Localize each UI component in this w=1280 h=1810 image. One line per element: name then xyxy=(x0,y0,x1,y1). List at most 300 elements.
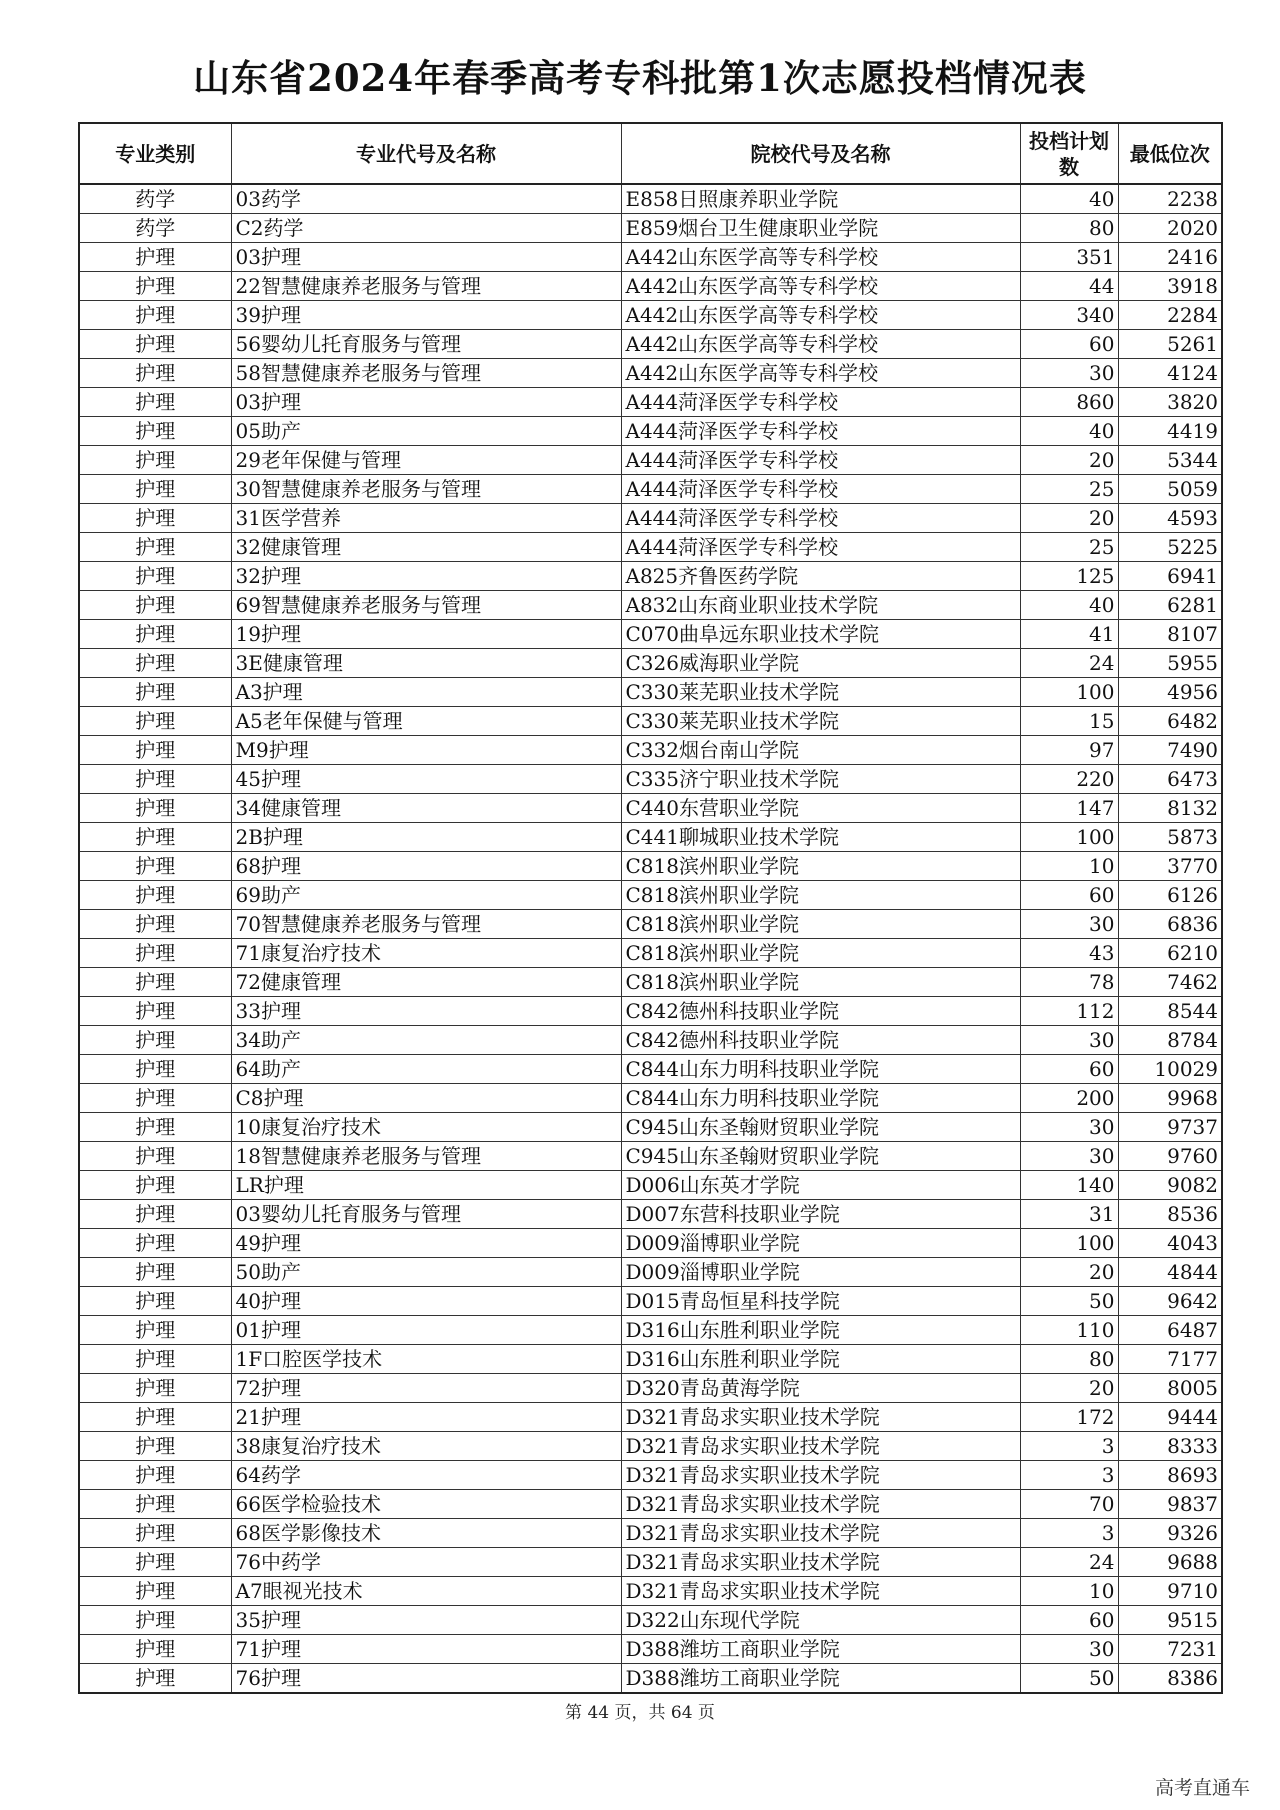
cell-plan: 80 xyxy=(1020,1345,1118,1374)
cell-category: 护理 xyxy=(79,968,231,997)
cell-category: 护理 xyxy=(79,1345,231,1374)
cell-plan: 100 xyxy=(1020,678,1118,707)
cell-school: D321青岛求实职业技术学院 xyxy=(621,1577,1020,1606)
cell-major: 03婴幼儿托育服务与管理 xyxy=(231,1200,621,1229)
cell-rank: 9968 xyxy=(1118,1084,1222,1113)
cell-rank: 9710 xyxy=(1118,1577,1222,1606)
cell-school: C818滨州职业学院 xyxy=(621,939,1020,968)
cell-major: 66医学检验技术 xyxy=(231,1490,621,1519)
table-row xyxy=(79,1345,1222,1374)
cell-major: 03药学 xyxy=(231,184,621,214)
table-row xyxy=(79,707,1222,736)
cell-rank: 8693 xyxy=(1118,1461,1222,1490)
cell-plan: 20 xyxy=(1020,504,1118,533)
table-row xyxy=(79,330,1222,359)
cell-major: 72健康管理 xyxy=(231,968,621,997)
table-row xyxy=(79,852,1222,881)
cell-rank: 5261 xyxy=(1118,330,1222,359)
table-row xyxy=(79,794,1222,823)
cell-school: D388潍坊工商职业学院 xyxy=(621,1635,1020,1664)
cell-major: 69智慧健康养老服务与管理 xyxy=(231,591,621,620)
cell-rank: 5955 xyxy=(1118,649,1222,678)
table-row xyxy=(79,1664,1222,1694)
table-row xyxy=(79,649,1222,678)
cell-major: 31医学营养 xyxy=(231,504,621,533)
cell-plan: 110 xyxy=(1020,1316,1118,1345)
cell-plan: 25 xyxy=(1020,533,1118,562)
cell-major: 10康复治疗技术 xyxy=(231,1113,621,1142)
cell-rank: 5344 xyxy=(1118,446,1222,475)
cell-plan: 30 xyxy=(1020,1142,1118,1171)
cell-rank: 2284 xyxy=(1118,301,1222,330)
cell-school: A442山东医学高等专科学校 xyxy=(621,359,1020,388)
cell-rank: 6487 xyxy=(1118,1316,1222,1345)
cell-major: 50助产 xyxy=(231,1258,621,1287)
cell-major: 71康复治疗技术 xyxy=(231,939,621,968)
cell-major: 03护理 xyxy=(231,388,621,417)
cell-school: E859烟台卫生健康职业学院 xyxy=(621,214,1020,243)
cell-major: 68医学影像技术 xyxy=(231,1519,621,1548)
table-row xyxy=(79,1461,1222,1490)
cell-category: 护理 xyxy=(79,1403,231,1432)
cell-category: 护理 xyxy=(79,678,231,707)
cell-category: 护理 xyxy=(79,794,231,823)
table-row xyxy=(79,1055,1222,1084)
cell-category: 护理 xyxy=(79,272,231,301)
cell-school: D321青岛求实职业技术学院 xyxy=(621,1461,1020,1490)
cell-school: C332烟台南山学院 xyxy=(621,736,1020,765)
cell-plan: 172 xyxy=(1020,1403,1118,1432)
cell-rank: 8107 xyxy=(1118,620,1222,649)
cell-plan: 112 xyxy=(1020,997,1118,1026)
cell-rank: 8005 xyxy=(1118,1374,1222,1403)
table-row xyxy=(79,1171,1222,1200)
cell-rank: 9082 xyxy=(1118,1171,1222,1200)
cell-school: A442山东医学高等专科学校 xyxy=(621,301,1020,330)
cell-major: 69助产 xyxy=(231,881,621,910)
cell-category: 护理 xyxy=(79,504,231,533)
cell-school: A444菏泽医学专科学校 xyxy=(621,417,1020,446)
cell-school: A444菏泽医学专科学校 xyxy=(621,388,1020,417)
cell-school: D009淄博职业学院 xyxy=(621,1258,1020,1287)
table-row xyxy=(79,504,1222,533)
cell-category: 护理 xyxy=(79,1142,231,1171)
cell-rank: 4844 xyxy=(1118,1258,1222,1287)
cell-major: 29老年保健与管理 xyxy=(231,446,621,475)
cell-plan: 30 xyxy=(1020,1026,1118,1055)
cell-school: D009淄博职业学院 xyxy=(621,1229,1020,1258)
cell-major: 71护理 xyxy=(231,1635,621,1664)
cell-major: 22智慧健康养老服务与管理 xyxy=(231,272,621,301)
table-row xyxy=(79,736,1222,765)
cell-major: 2B护理 xyxy=(231,823,621,852)
cell-major: 03护理 xyxy=(231,243,621,272)
cell-school: C070曲阜远东职业技术学院 xyxy=(621,620,1020,649)
cell-category: 护理 xyxy=(79,1606,231,1635)
cell-category: 护理 xyxy=(79,301,231,330)
table-row xyxy=(79,1229,1222,1258)
cell-category: 护理 xyxy=(79,417,231,446)
cell-school: D320青岛黄海学院 xyxy=(621,1374,1020,1403)
table-row xyxy=(79,823,1222,852)
table-row xyxy=(79,475,1222,504)
cell-school: D388潍坊工商职业学院 xyxy=(621,1664,1020,1694)
cell-school: E858日照康养职业学院 xyxy=(621,184,1020,214)
cell-school: C844山东力明科技职业学院 xyxy=(621,1084,1020,1113)
table-row xyxy=(79,1113,1222,1142)
table-row xyxy=(79,243,1222,272)
cell-category: 护理 xyxy=(79,475,231,504)
cell-plan: 50 xyxy=(1020,1664,1118,1694)
table-row xyxy=(79,214,1222,243)
table-row xyxy=(79,533,1222,562)
cell-major: 34助产 xyxy=(231,1026,621,1055)
cell-school: D322山东现代学院 xyxy=(621,1606,1020,1635)
cell-plan: 30 xyxy=(1020,1635,1118,1664)
cell-plan: 80 xyxy=(1020,214,1118,243)
cell-plan: 40 xyxy=(1020,591,1118,620)
cell-major: 64药学 xyxy=(231,1461,621,1490)
cell-school: C330莱芜职业技术学院 xyxy=(621,707,1020,736)
table-header-row xyxy=(79,123,1222,184)
cell-rank: 4419 xyxy=(1118,417,1222,446)
cell-school: C818滨州职业学院 xyxy=(621,968,1020,997)
cell-rank: 5873 xyxy=(1118,823,1222,852)
cell-plan: 30 xyxy=(1020,910,1118,939)
table-row xyxy=(79,417,1222,446)
table-row xyxy=(79,1026,1222,1055)
cell-rank: 8132 xyxy=(1118,794,1222,823)
table-row xyxy=(79,1432,1222,1461)
cell-plan: 20 xyxy=(1020,1258,1118,1287)
table-row xyxy=(79,184,1222,214)
cell-school: C818滨州职业学院 xyxy=(621,910,1020,939)
cell-rank: 7231 xyxy=(1118,1635,1222,1664)
cell-major: 70智慧健康养老服务与管理 xyxy=(231,910,621,939)
cell-plan: 100 xyxy=(1020,1229,1118,1258)
cell-category: 护理 xyxy=(79,330,231,359)
cell-school: C945山东圣翰财贸职业学院 xyxy=(621,1113,1020,1142)
cell-rank: 7177 xyxy=(1118,1345,1222,1374)
cell-plan: 30 xyxy=(1020,1113,1118,1142)
cell-category: 药学 xyxy=(79,184,231,214)
cell-major: 01护理 xyxy=(231,1316,621,1345)
table-row xyxy=(79,1490,1222,1519)
cell-major: 38康复治疗技术 xyxy=(231,1432,621,1461)
header-school: 院校代号及名称 xyxy=(621,123,1020,184)
cell-major: 76中药学 xyxy=(231,1548,621,1577)
cell-school: A444菏泽医学专科学校 xyxy=(621,533,1020,562)
table-row xyxy=(79,1287,1222,1316)
cell-major: 19护理 xyxy=(231,620,621,649)
cell-school: A444菏泽医学专科学校 xyxy=(621,504,1020,533)
table-row xyxy=(79,881,1222,910)
cell-major: C8护理 xyxy=(231,1084,621,1113)
cell-rank: 8544 xyxy=(1118,997,1222,1026)
cell-school: C842德州科技职业学院 xyxy=(621,1026,1020,1055)
cell-rank: 6836 xyxy=(1118,910,1222,939)
cell-category: 护理 xyxy=(79,1461,231,1490)
cell-plan: 140 xyxy=(1020,1171,1118,1200)
table-row xyxy=(79,765,1222,794)
cell-plan: 50 xyxy=(1020,1287,1118,1316)
cell-plan: 60 xyxy=(1020,1055,1118,1084)
cell-rank: 2238 xyxy=(1118,184,1222,214)
cell-major: 34健康管理 xyxy=(231,794,621,823)
cell-school: C945山东圣翰财贸职业学院 xyxy=(621,1142,1020,1171)
cell-rank: 8536 xyxy=(1118,1200,1222,1229)
cell-rank: 5225 xyxy=(1118,533,1222,562)
cell-category: 护理 xyxy=(79,997,231,1026)
cell-school: D321青岛求实职业技术学院 xyxy=(621,1432,1020,1461)
cell-category: 护理 xyxy=(79,1084,231,1113)
cell-plan: 3 xyxy=(1020,1432,1118,1461)
cell-major: 32健康管理 xyxy=(231,533,621,562)
cell-rank: 8333 xyxy=(1118,1432,1222,1461)
table-row xyxy=(79,1084,1222,1113)
cell-plan: 10 xyxy=(1020,1577,1118,1606)
cell-major: 30智慧健康养老服务与管理 xyxy=(231,475,621,504)
cell-rank: 6941 xyxy=(1118,562,1222,591)
cell-plan: 351 xyxy=(1020,243,1118,272)
cell-plan: 70 xyxy=(1020,1490,1118,1519)
cell-category: 护理 xyxy=(79,852,231,881)
table-row xyxy=(79,388,1222,417)
cell-school: A444菏泽医学专科学校 xyxy=(621,475,1020,504)
cell-rank: 8784 xyxy=(1118,1026,1222,1055)
table-row xyxy=(79,446,1222,475)
cell-plan: 24 xyxy=(1020,649,1118,678)
table-row xyxy=(79,968,1222,997)
table-row xyxy=(79,301,1222,330)
cell-major: 68护理 xyxy=(231,852,621,881)
cell-category: 护理 xyxy=(79,1113,231,1142)
cell-major: 39护理 xyxy=(231,301,621,330)
cell-major: 18智慧健康养老服务与管理 xyxy=(231,1142,621,1171)
table-row xyxy=(79,1258,1222,1287)
cell-category: 护理 xyxy=(79,881,231,910)
header-plan: 投档计划数 xyxy=(1020,123,1118,184)
table-row xyxy=(79,1577,1222,1606)
cell-category: 护理 xyxy=(79,649,231,678)
cell-category: 护理 xyxy=(79,1316,231,1345)
cell-rank: 7462 xyxy=(1118,968,1222,997)
cell-major: 72护理 xyxy=(231,1374,621,1403)
cell-plan: 10 xyxy=(1020,852,1118,881)
cell-school: D321青岛求实职业技术学院 xyxy=(621,1490,1020,1519)
cell-major: 33护理 xyxy=(231,997,621,1026)
cell-school: C842德州科技职业学院 xyxy=(621,997,1020,1026)
cell-school: A832山东商业职业技术学院 xyxy=(621,591,1020,620)
cell-school: C440东营职业学院 xyxy=(621,794,1020,823)
cell-category: 护理 xyxy=(79,1200,231,1229)
cell-plan: 220 xyxy=(1020,765,1118,794)
cell-plan: 41 xyxy=(1020,620,1118,649)
cell-school: D007东营科技职业学院 xyxy=(621,1200,1020,1229)
watermark: 高考直通车 xyxy=(1154,1777,1250,1799)
cell-category: 护理 xyxy=(79,939,231,968)
page-title: 山东省2024年春季高考专科批第1次志愿投档情况表 xyxy=(193,56,1087,100)
cell-plan: 25 xyxy=(1020,475,1118,504)
cell-category: 护理 xyxy=(79,765,231,794)
cell-major: 3E健康管理 xyxy=(231,649,621,678)
cell-school: C326威海职业学院 xyxy=(621,649,1020,678)
cell-rank: 3820 xyxy=(1118,388,1222,417)
cell-school: C330莱芜职业技术学院 xyxy=(621,678,1020,707)
cell-school: A825齐鲁医药学院 xyxy=(621,562,1020,591)
cell-category: 护理 xyxy=(79,1171,231,1200)
cell-category: 护理 xyxy=(79,1258,231,1287)
cell-plan: 60 xyxy=(1020,1606,1118,1635)
cell-rank: 9642 xyxy=(1118,1287,1222,1316)
cell-plan: 40 xyxy=(1020,184,1118,214)
cell-category: 护理 xyxy=(79,1548,231,1577)
cell-plan: 60 xyxy=(1020,330,1118,359)
cell-rank: 9837 xyxy=(1118,1490,1222,1519)
cell-plan: 78 xyxy=(1020,968,1118,997)
cell-school: D321青岛求实职业技术学院 xyxy=(621,1548,1020,1577)
cell-rank: 4043 xyxy=(1118,1229,1222,1258)
cell-plan: 43 xyxy=(1020,939,1118,968)
table-row xyxy=(79,591,1222,620)
header-category: 专业类别 xyxy=(79,123,231,184)
cell-school: C441聊城职业技术学院 xyxy=(621,823,1020,852)
cell-plan: 200 xyxy=(1020,1084,1118,1113)
cell-plan: 60 xyxy=(1020,881,1118,910)
cell-category: 护理 xyxy=(79,1374,231,1403)
cell-plan: 31 xyxy=(1020,1200,1118,1229)
cell-category: 护理 xyxy=(79,1635,231,1664)
cell-school: D316山东胜利职业学院 xyxy=(621,1316,1020,1345)
cell-plan: 44 xyxy=(1020,272,1118,301)
cell-major: C2药学 xyxy=(231,214,621,243)
cell-category: 护理 xyxy=(79,1055,231,1084)
cell-major: 32护理 xyxy=(231,562,621,591)
cell-major: A5老年保健与管理 xyxy=(231,707,621,736)
cell-major: 49护理 xyxy=(231,1229,621,1258)
cell-category: 护理 xyxy=(79,707,231,736)
cell-major: M9护理 xyxy=(231,736,621,765)
cell-school: D015青岛恒星科技学院 xyxy=(621,1287,1020,1316)
cell-rank: 10029 xyxy=(1118,1055,1222,1084)
cell-rank: 6281 xyxy=(1118,591,1222,620)
cell-school: A442山东医学高等专科学校 xyxy=(621,272,1020,301)
cell-rank: 9515 xyxy=(1118,1606,1222,1635)
cell-rank: 9688 xyxy=(1118,1548,1222,1577)
table-row xyxy=(79,997,1222,1026)
cell-major: 40护理 xyxy=(231,1287,621,1316)
cell-category: 护理 xyxy=(79,620,231,649)
cell-category: 护理 xyxy=(79,591,231,620)
header-major: 专业代号及名称 xyxy=(231,123,621,184)
table-row xyxy=(79,620,1222,649)
cell-rank: 7490 xyxy=(1118,736,1222,765)
cell-category: 护理 xyxy=(79,562,231,591)
cell-rank: 5059 xyxy=(1118,475,1222,504)
cell-major: 64助产 xyxy=(231,1055,621,1084)
cell-rank: 6126 xyxy=(1118,881,1222,910)
cell-rank: 6210 xyxy=(1118,939,1222,968)
cell-category: 护理 xyxy=(79,1490,231,1519)
table-row xyxy=(79,939,1222,968)
cell-school: C818滨州职业学院 xyxy=(621,881,1020,910)
table-row xyxy=(79,1635,1222,1664)
cell-category: 护理 xyxy=(79,243,231,272)
table-row xyxy=(79,1548,1222,1577)
table-row xyxy=(79,562,1222,591)
page-footer: 第 44 页，共 64 页 xyxy=(565,1703,715,1723)
cell-category: 药学 xyxy=(79,214,231,243)
table-row xyxy=(79,1519,1222,1548)
cell-plan: 20 xyxy=(1020,446,1118,475)
cell-plan: 30 xyxy=(1020,359,1118,388)
cell-rank: 2020 xyxy=(1118,214,1222,243)
table-row xyxy=(79,910,1222,939)
cell-rank: 9326 xyxy=(1118,1519,1222,1548)
cell-school: A442山东医学高等专科学校 xyxy=(621,330,1020,359)
cell-rank: 6473 xyxy=(1118,765,1222,794)
admission-table xyxy=(78,122,1223,1694)
cell-rank: 3770 xyxy=(1118,852,1222,881)
cell-plan: 20 xyxy=(1020,1374,1118,1403)
cell-school: D316山东胜利职业学院 xyxy=(621,1345,1020,1374)
cell-major: 21护理 xyxy=(231,1403,621,1432)
table-row xyxy=(79,1403,1222,1432)
cell-rank: 4593 xyxy=(1118,504,1222,533)
cell-rank: 4124 xyxy=(1118,359,1222,388)
cell-plan: 100 xyxy=(1020,823,1118,852)
cell-category: 护理 xyxy=(79,388,231,417)
cell-major: 35护理 xyxy=(231,1606,621,1635)
cell-major: 56婴幼儿托育服务与管理 xyxy=(231,330,621,359)
cell-category: 护理 xyxy=(79,1432,231,1461)
cell-major: LR护理 xyxy=(231,1171,621,1200)
table-row xyxy=(79,1316,1222,1345)
cell-plan: 3 xyxy=(1020,1519,1118,1548)
table-row xyxy=(79,1606,1222,1635)
cell-category: 护理 xyxy=(79,1577,231,1606)
cell-rank: 3918 xyxy=(1118,272,1222,301)
cell-rank: 8386 xyxy=(1118,1664,1222,1694)
cell-category: 护理 xyxy=(79,823,231,852)
cell-category: 护理 xyxy=(79,736,231,765)
cell-school: C335济宁职业技术学院 xyxy=(621,765,1020,794)
cell-major: A3护理 xyxy=(231,678,621,707)
cell-school: D006山东英才学院 xyxy=(621,1171,1020,1200)
table-row xyxy=(79,1200,1222,1229)
cell-major: 45护理 xyxy=(231,765,621,794)
table-row xyxy=(79,359,1222,388)
cell-category: 护理 xyxy=(79,910,231,939)
cell-major: 05助产 xyxy=(231,417,621,446)
cell-school: D321青岛求实职业技术学院 xyxy=(621,1519,1020,1548)
cell-category: 护理 xyxy=(79,1026,231,1055)
cell-rank: 9444 xyxy=(1118,1403,1222,1432)
cell-category: 护理 xyxy=(79,359,231,388)
cell-rank: 4956 xyxy=(1118,678,1222,707)
cell-major: 58智慧健康养老服务与管理 xyxy=(231,359,621,388)
cell-category: 护理 xyxy=(79,1229,231,1258)
cell-plan: 3 xyxy=(1020,1461,1118,1490)
cell-plan: 125 xyxy=(1020,562,1118,591)
cell-school: A442山东医学高等专科学校 xyxy=(621,243,1020,272)
cell-school: C818滨州职业学院 xyxy=(621,852,1020,881)
cell-major: A7眼视光技术 xyxy=(231,1577,621,1606)
cell-plan: 340 xyxy=(1020,301,1118,330)
cell-plan: 97 xyxy=(1020,736,1118,765)
table-row xyxy=(79,272,1222,301)
cell-school: A444菏泽医学专科学校 xyxy=(621,446,1020,475)
